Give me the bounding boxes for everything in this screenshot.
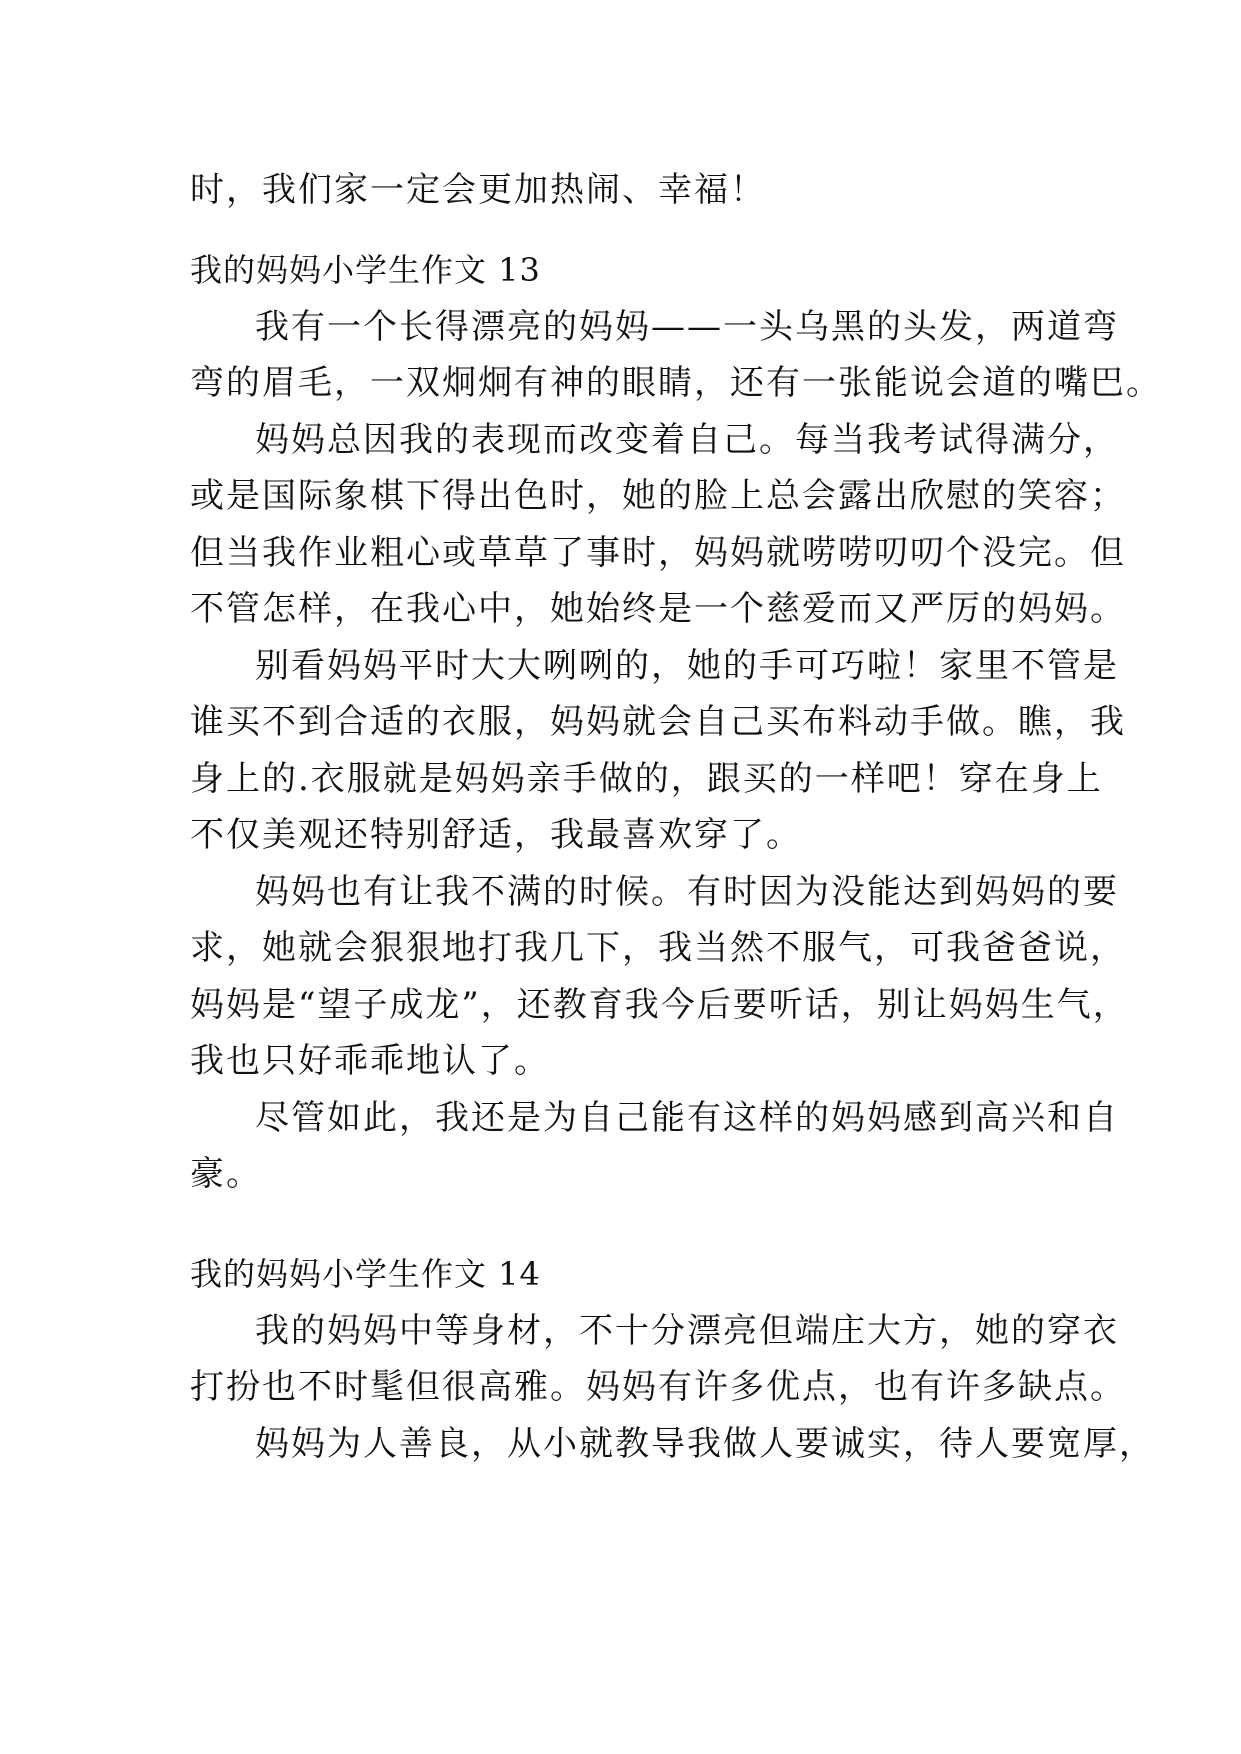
- paragraph-line: 弯的眉毛，一双炯炯有神的眼睛，还有一张能说会道的嘴巴。: [190, 363, 1162, 403]
- paragraph-line: 妈妈是“望子成龙”，还教育我今后要听话，别让妈妈生气，: [190, 985, 1129, 1025]
- paragraph-line: 身上的.衣服就是妈妈亲手做的，跟买的一样吧！穿在身上: [190, 759, 1103, 799]
- paragraph-line: 妈妈总因我的表现而改变着自己。每当我考试得满分，: [255, 420, 1119, 460]
- paragraph-line: 打扮也不时髦但很高雅。妈妈有许多优点，也有许多缺点。: [190, 1367, 1126, 1407]
- section-heading: 我的妈妈小学生作文 13: [190, 251, 541, 289]
- paragraph-line: 尽管如此，我还是为自己能有这样的妈妈感到高兴和自: [255, 1098, 1119, 1138]
- paragraph-line: 豪。: [190, 1154, 262, 1194]
- paragraph-line: 妈妈为人善良，从小就教导我做人要诚实，待人要宽厚，: [255, 1424, 1155, 1464]
- paragraph-line: 或是国际象棋下得出色时，她的脸上总会露出欣慰的笑容；: [190, 476, 1126, 516]
- paragraph-line: 谁买不到合适的衣服，妈妈就会自己买布料动手做。瞧，我: [190, 702, 1126, 742]
- paragraph-line: 我有一个长得漂亮的妈妈——一头乌黑的头发，两道弯: [255, 307, 1119, 347]
- section-heading: 我的妈妈小学生作文 14: [190, 1255, 541, 1293]
- paragraph-line: 我的妈妈中等身材，不十分漂亮但端庄大方，她的穿衣: [255, 1311, 1119, 1351]
- paragraph-line: 别看妈妈平时大大咧咧的，她的手可巧啦！家里不管是: [255, 646, 1119, 686]
- paragraph-line: 妈妈也有让我不满的时候。有时因为没能达到妈妈的要: [255, 872, 1119, 912]
- paragraph-line: 时，我们家一定会更加热闹、幸福！: [190, 170, 766, 210]
- paragraph-line: 不仅美观还特别舒适，我最喜欢穿了。: [190, 815, 802, 855]
- paragraph-line: 我也只好乖乖地认了。: [190, 1041, 550, 1081]
- paragraph-line: 但当我作业粗心或草草了事时，妈妈就唠唠叨叨个没完。但: [190, 533, 1126, 573]
- paragraph-line: 不管怎样，在我心中，她始终是一个慈爱而又严厉的妈妈。: [190, 589, 1126, 629]
- paragraph-line: 求，她就会狠狠地打我几下，我当然不服气，可我爸爸说，: [190, 928, 1126, 968]
